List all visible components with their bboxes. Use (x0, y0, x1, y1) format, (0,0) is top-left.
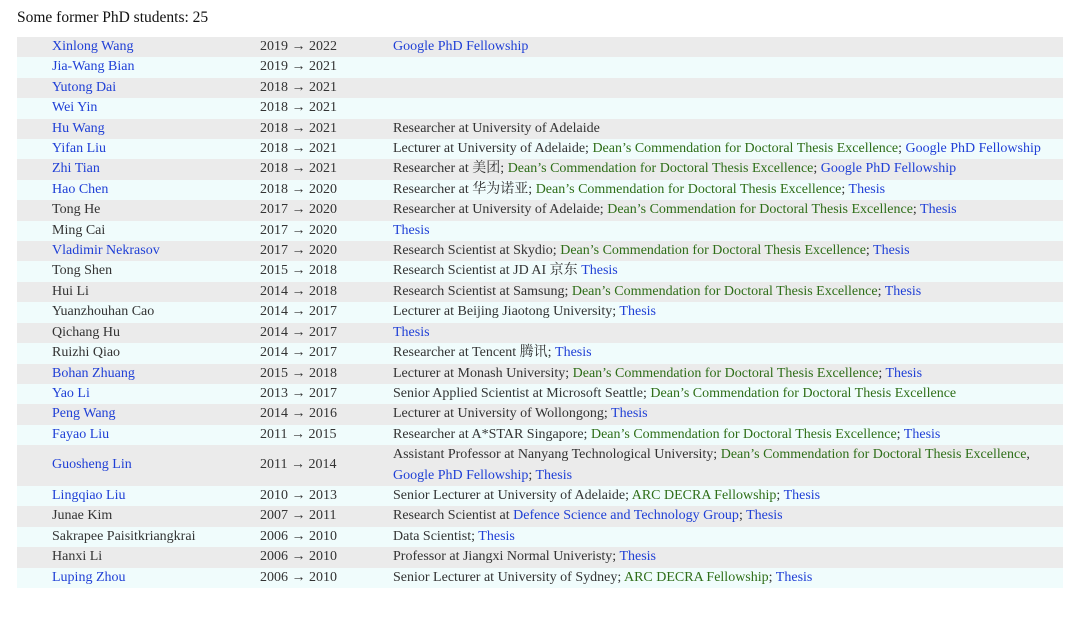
student-years: 2015 → 2018 (260, 364, 393, 384)
student-info (393, 527, 1063, 547)
info-link[interactable]: Google PhD Fellowship (820, 161, 957, 177)
student-name-cell (52, 241, 260, 261)
student-info (393, 547, 1063, 567)
row-indent (17, 78, 52, 98)
info-text: ; (896, 426, 904, 442)
student-info (393, 568, 1063, 588)
student-row (17, 98, 1063, 118)
row-indent (17, 425, 52, 445)
student-info (393, 180, 1063, 200)
thesis-link[interactable]: Thesis (783, 487, 821, 503)
student-row (17, 425, 1063, 445)
student-years: 2018 → 2021 (260, 159, 393, 179)
thesis-link[interactable]: Thesis (873, 243, 910, 259)
student-name-cell (52, 323, 260, 343)
student-name-cell (52, 547, 260, 567)
student-name-link[interactable]: Bohan Zhuang (52, 365, 135, 381)
award-text: Dean’s Commendation for Doctoral Thesis Excellence (507, 161, 814, 177)
row-indent (17, 527, 52, 547)
student-info (393, 425, 1063, 445)
student-name-link[interactable]: Hao Chen (52, 181, 109, 197)
info-text: Lecturer at University of Adelaide; (393, 141, 593, 157)
info-link[interactable]: Google PhD Fellowship (905, 141, 1041, 157)
student-years: 2014 → 2017 (260, 343, 393, 363)
student-name: Qichang Hu (52, 324, 121, 340)
student-name-link[interactable]: Peng Wang (52, 406, 116, 422)
row-indent (17, 57, 52, 77)
award-text: Dean’s Commendation for Doctoral Thesis Excellence (560, 243, 866, 259)
info-text: Professor at Jiangxi Normal Univeristy; (393, 549, 620, 565)
info-text: ; (841, 181, 849, 197)
info-text: Lecturer at Monash University; (393, 365, 573, 381)
student-years: 2017 → 2020 (260, 200, 393, 220)
row-indent (17, 506, 52, 526)
student-info (393, 323, 1063, 343)
student-name-cell (52, 486, 260, 506)
row-indent (17, 323, 52, 343)
student-years: 2017 → 2020 (260, 221, 393, 241)
student-row (17, 119, 1063, 139)
award-text: ARC DECRA Fellowship (631, 487, 777, 503)
info-link[interactable]: Defence Science and Technology Group (513, 508, 739, 524)
info-text: Lecturer at Beijing Jiaotong University; (393, 304, 620, 320)
student-name-link[interactable]: Lingqiao Liu (52, 487, 126, 503)
info-text: Research Scientist at Samsung; (393, 283, 572, 299)
student-row (17, 547, 1063, 567)
row-indent (17, 282, 52, 302)
student-name-link[interactable]: Fayao Liu (52, 426, 110, 442)
thesis-link[interactable]: Thesis (619, 304, 656, 320)
student-info (393, 57, 1063, 77)
info-text: ; (898, 141, 906, 157)
student-years: 2019 → 2022 (260, 37, 393, 57)
info-text: Researcher at University of Adelaide; (393, 202, 608, 218)
student-info (393, 221, 1063, 241)
info-link[interactable]: Google PhD Fellowship (393, 467, 529, 483)
student-name-link[interactable]: Wei Yin (52, 100, 98, 116)
thesis-link[interactable]: Thesis (393, 324, 430, 340)
student-row (17, 404, 1063, 424)
thesis-link[interactable]: Thesis (848, 181, 886, 197)
student-name-link[interactable]: Luping Zhou (52, 569, 126, 585)
student-info (393, 139, 1063, 159)
student-years: 2011 → 2014 (260, 445, 393, 486)
student-row (17, 282, 1063, 302)
student-row (17, 486, 1063, 506)
award-text: Dean’s Commendation for Doctoral Thesis Excellence (535, 181, 842, 197)
student-row (17, 221, 1063, 241)
student-years: 2018 → 2021 (260, 119, 393, 139)
student-name: Tong Shen (52, 263, 113, 279)
student-name-cell (52, 343, 260, 363)
student-years: 2007 → 2011 (260, 506, 393, 526)
student-years: 2014 → 2017 (260, 323, 393, 343)
student-name-cell (52, 568, 260, 588)
student-info (393, 37, 1063, 57)
student-name-cell (52, 527, 260, 547)
student-name-cell (52, 180, 260, 200)
student-info (393, 364, 1063, 384)
student-row (17, 568, 1063, 588)
info-text: ; (912, 202, 921, 218)
thesis-link[interactable]: Thesis (903, 426, 941, 442)
student-name: Yuanzhouhan Cao (52, 304, 155, 320)
student-years: 2006 → 2010 (260, 568, 393, 588)
section-heading: Some former PhD students: 25 (17, 9, 209, 26)
thesis-link[interactable]: Thesis (393, 222, 430, 238)
row-indent (17, 547, 52, 567)
award-text: Dean’s Commendation for Doctoral Thesis Excellence (590, 426, 897, 442)
student-name-cell (52, 384, 260, 404)
row-indent (17, 180, 52, 200)
award-text: Dean’s Commendation for Doctoral Thesis Excellence (572, 365, 879, 381)
info-text: Senior Lecturer at University of Adelaide; (393, 487, 632, 503)
award-text: Dean’s Commendation for Doctoral Thesis Excellence (650, 385, 957, 401)
student-years: 2010 → 2013 (260, 486, 393, 506)
info-text: Senior Applied Scientist at Microsoft Seattle; (393, 385, 651, 401)
student-name-link[interactable]: Yutong Dai (52, 79, 117, 95)
info-text: Senior Lecturer at University of Sydney; (393, 569, 624, 585)
row-indent (17, 119, 52, 139)
info-text: Research Scientist at JD AI 京东 (393, 263, 582, 279)
award-text: Dean’s Commendation for Doctoral Thesis Excellence (592, 141, 899, 157)
info-text: Lecturer at University of Wollongong; (393, 406, 612, 422)
student-row (17, 78, 1063, 98)
info-link[interactable]: Google PhD Fellowship (393, 39, 529, 54)
student-name-link[interactable]: Jia-Wang Bian (52, 59, 135, 75)
info-text: ; (865, 243, 874, 259)
student-row (17, 343, 1063, 363)
info-text: Assistant Professor at Nanyang Technological University; (393, 447, 721, 463)
award-text: Dean’s Commendation for Doctoral Thesis Excellence (607, 202, 913, 218)
info-text: ; (813, 161, 821, 177)
student-name-cell (52, 364, 260, 384)
student-name-link[interactable]: Yao Li (52, 385, 90, 401)
info-text: Data Scientist; (393, 528, 479, 544)
row-indent (17, 98, 52, 118)
student-name-cell (52, 404, 260, 424)
student-row (17, 384, 1063, 404)
student-name-cell (52, 139, 260, 159)
row-indent (17, 159, 52, 179)
student-years: 2015 → 2018 (260, 261, 393, 281)
info-text: Researcher at University of Adelaide (393, 120, 600, 136)
student-years: 2014 → 2016 (260, 404, 393, 424)
info-text: ; (877, 283, 885, 299)
student-info (393, 261, 1063, 281)
info-text: Researcher at Tencent 腾讯; (393, 345, 556, 361)
student-row (17, 57, 1063, 77)
students-table (17, 37, 1063, 588)
student-name-link[interactable]: Yifan Liu (52, 141, 107, 157)
info-text: Research Scientist at (393, 508, 514, 524)
row-indent (17, 364, 52, 384)
row-indent (17, 486, 52, 506)
thesis-link[interactable]: Thesis (535, 467, 573, 483)
student-name-cell (52, 282, 260, 302)
student-years: 2006 → 2010 (260, 527, 393, 547)
student-info (393, 404, 1063, 424)
student-name-cell (52, 98, 260, 118)
row-indent (17, 221, 52, 241)
student-name-cell (52, 119, 260, 139)
row-indent (17, 302, 52, 322)
info-text: ; (528, 467, 536, 483)
student-name-link[interactable]: Guosheng Lin (52, 457, 132, 473)
row-indent (17, 139, 52, 159)
student-years: 2017 → 2020 (260, 241, 393, 261)
student-info (393, 78, 1063, 98)
award-text: Dean’s Commendation for Doctoral Thesis Excellence (571, 283, 878, 299)
row-indent (17, 200, 52, 220)
row-indent (17, 343, 52, 363)
students-table-body (17, 37, 1063, 588)
info-text: Researcher at 美团; (393, 161, 508, 177)
thesis-link[interactable]: Thesis (885, 365, 923, 381)
info-text: ; (878, 365, 886, 381)
student-years: 2014 → 2017 (260, 302, 393, 322)
student-info (393, 98, 1063, 118)
student-years: 2013 → 2017 (260, 384, 393, 404)
student-row (17, 302, 1063, 322)
thesis-link[interactable]: Thesis (775, 569, 813, 585)
row-indent (17, 37, 52, 57)
student-name-cell (52, 221, 260, 241)
student-years: 2019 → 2021 (260, 57, 393, 77)
student-row (17, 527, 1063, 547)
student-name-cell (52, 159, 260, 179)
row-indent (17, 568, 52, 588)
thesis-link[interactable]: Thesis (478, 528, 515, 544)
student-row (17, 364, 1063, 384)
student-name-cell (52, 57, 260, 77)
student-row (17, 180, 1063, 200)
student-name-cell (52, 200, 260, 220)
student-name: Tong He (52, 202, 101, 218)
award-text: ARC DECRA Fellowship (623, 569, 769, 585)
info-text: Researcher at A*STAR Singapore; (393, 426, 591, 442)
student-name: Ruizhi Qiao (52, 345, 121, 361)
thesis-link[interactable]: Thesis (884, 283, 922, 299)
student-name-cell (52, 425, 260, 445)
row-indent (17, 261, 52, 281)
student-info (393, 119, 1063, 139)
award-text: Dean’s Commendation for Doctoral Thesis Excellence (720, 447, 1027, 463)
student-name-cell (52, 78, 260, 98)
row-indent (17, 384, 52, 404)
student-row (17, 323, 1063, 343)
student-info (393, 486, 1063, 506)
student-years: 2018 → 2021 (260, 98, 393, 118)
thesis-link[interactable]: Thesis (555, 345, 592, 361)
student-years: 2011 → 2015 (260, 425, 393, 445)
info-text: ; (776, 487, 784, 503)
student-years: 2006 → 2010 (260, 547, 393, 567)
student-row (17, 159, 1063, 179)
student-info (393, 282, 1063, 302)
student-name: Hanxi Li (52, 549, 103, 565)
row-indent (17, 445, 52, 486)
info-text: Researcher at 华为诺亚; (393, 181, 536, 197)
student-info (393, 241, 1063, 261)
student-name: Hui Li (52, 283, 89, 299)
thesis-link[interactable]: Thesis (581, 263, 618, 279)
student-years: 2018 → 2021 (260, 78, 393, 98)
info-text: ; (738, 508, 747, 524)
student-name-link[interactable]: Hu Wang (52, 120, 105, 136)
student-info (393, 445, 1063, 486)
student-name-cell (52, 506, 260, 526)
student-info (393, 200, 1063, 220)
student-name-cell (52, 445, 260, 486)
student-name-link[interactable]: Vladimir Nekrasov (52, 243, 160, 259)
info-text: ; (768, 569, 776, 585)
student-info (393, 343, 1063, 363)
student-name-cell (52, 302, 260, 322)
student-row (17, 261, 1063, 281)
student-name-link[interactable]: Xinlong Wang (52, 39, 134, 54)
row-indent (17, 404, 52, 424)
info-text: , (1026, 447, 1030, 463)
student-info (393, 302, 1063, 322)
student-info (393, 384, 1063, 404)
info-text: Research Scientist at Skydio; (393, 243, 561, 259)
student-row (17, 139, 1063, 159)
student-name: Ming Cai (52, 222, 106, 238)
student-name-link[interactable]: Zhi Tian (52, 161, 100, 177)
student-years: 2018 → 2021 (260, 139, 393, 159)
student-name: Junae Kim (52, 508, 113, 524)
student-years: 2014 → 2018 (260, 282, 393, 302)
student-name: Sakrapee Paisitkriangkrai (52, 528, 196, 544)
student-name-cell (52, 261, 260, 281)
student-years: 2018 → 2020 (260, 180, 393, 200)
student-row (17, 445, 1063, 486)
student-name-cell (52, 37, 260, 57)
student-info (393, 159, 1063, 179)
thesis-link[interactable]: Thesis (746, 508, 783, 524)
student-row (17, 241, 1063, 261)
student-row (17, 37, 1063, 57)
student-row (17, 506, 1063, 526)
thesis-link[interactable]: Thesis (619, 549, 656, 565)
thesis-link[interactable]: Thesis (611, 406, 648, 422)
student-info (393, 506, 1063, 526)
student-row (17, 200, 1063, 220)
row-indent (17, 241, 52, 261)
thesis-link[interactable]: Thesis (920, 202, 957, 218)
